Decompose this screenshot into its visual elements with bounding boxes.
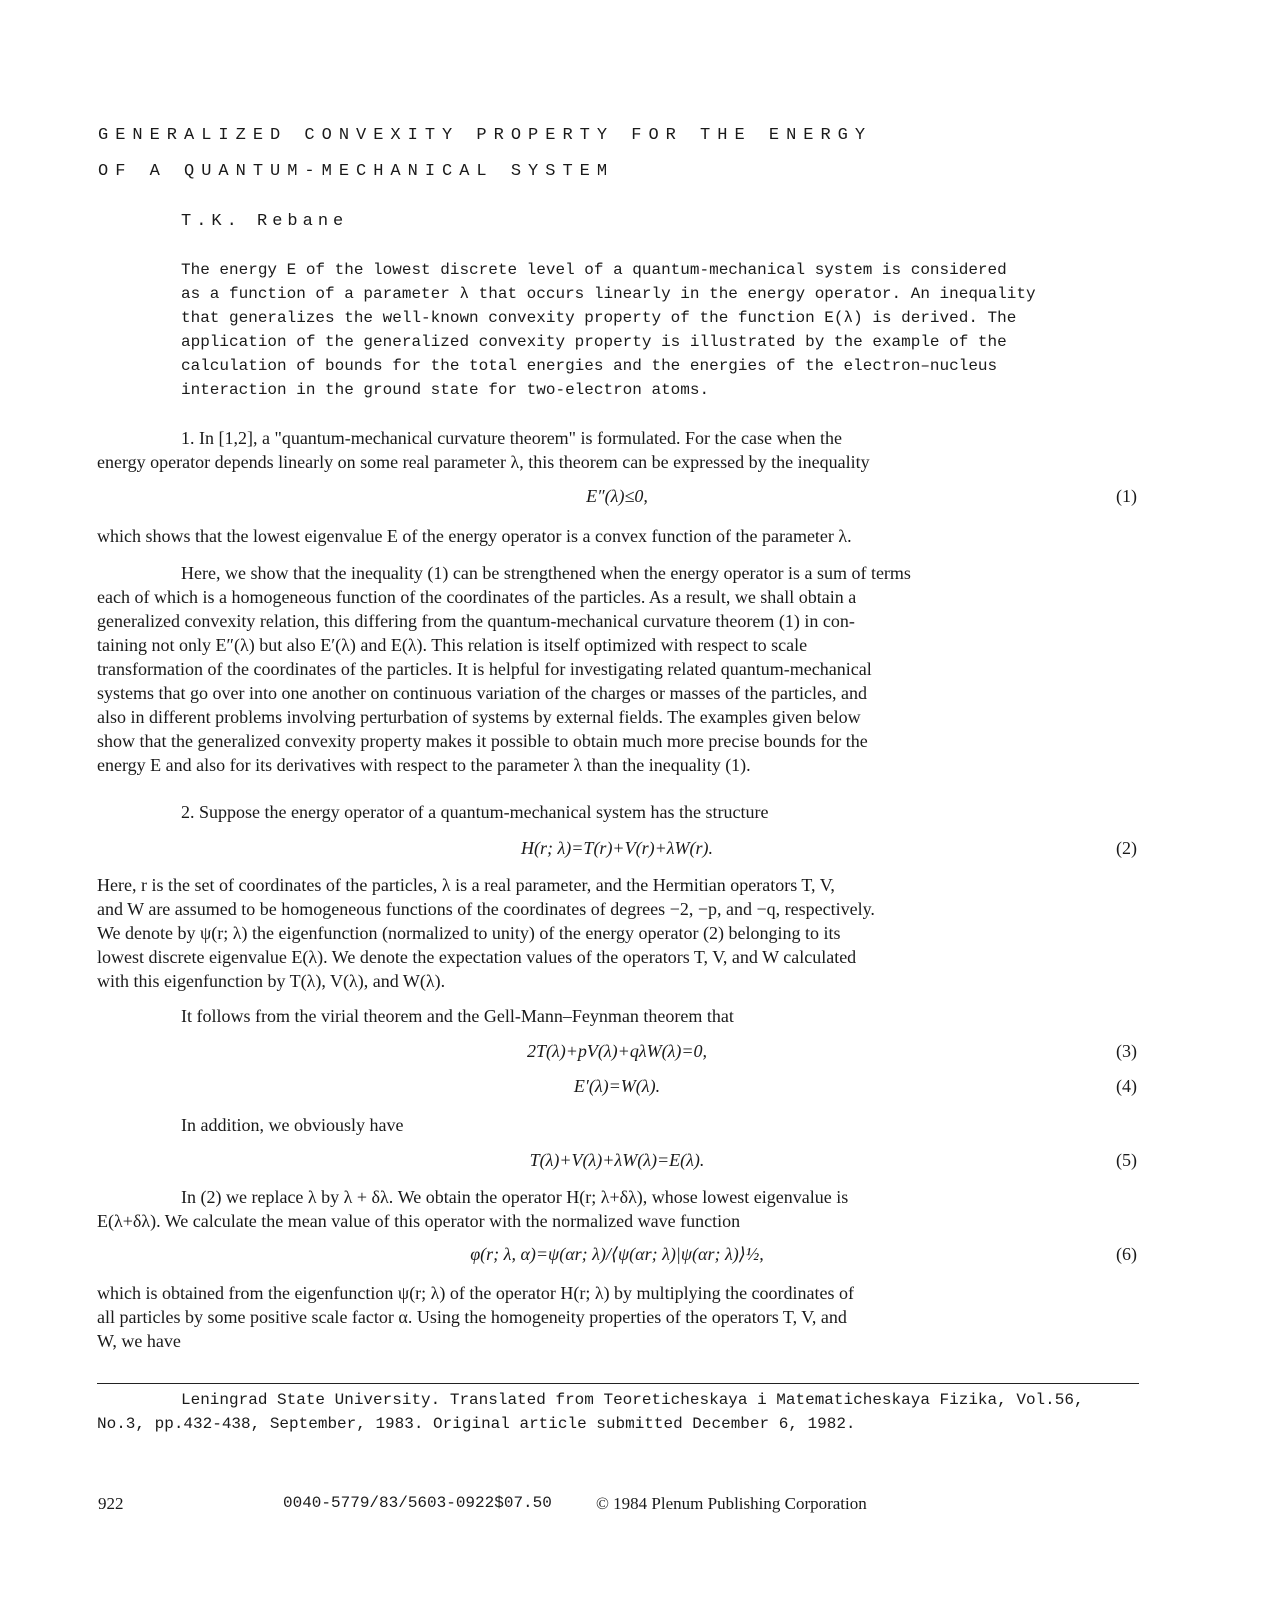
equation-expression: T(λ)+V(λ)+λW(λ)=E(λ). (529, 1150, 705, 1170)
text-line: taining not only E″(λ) but also E′(λ) and E(λ). This relation is itself optimized with respect to scale (97, 635, 808, 655)
footnote-line: No.3, pp.432-438, September, 1983. Original article submitted December 6, 1982. (97, 1415, 856, 1433)
section1-paragraph2 (97, 561, 1137, 777)
text-line: show that the generalized convexity property makes it possible to obtain much more precise bounds for the (97, 731, 868, 751)
text-line: 2. Suppose the energy operator of a quantum-mechanical system has the structure (181, 802, 769, 822)
text-line: generalized convexity relation, this differing from the quantum-mechanical curvature theorem (1) in con- (97, 611, 855, 631)
abstract-line: calculation of bounds for the total energies and the energies of the electron–nucleus (181, 357, 998, 375)
equation-expression: E′(λ)=W(λ). (573, 1076, 661, 1096)
equation-number: (4) (1116, 1076, 1137, 1096)
text-line: also in different problems involving perturbation of systems by external fields. The examples given below (97, 707, 861, 727)
text-line: In (2) we replace λ by λ + δλ. We obtain the operator H(r; λ+δλ), whose lowest eigenvalue is (181, 1187, 849, 1207)
section2-paragraph1 (97, 800, 1137, 824)
equation-4 (97, 1076, 1137, 1102)
equation-2 (97, 838, 1137, 864)
text-line: which shows that the lowest eigenvalue E of the energy operator is a convex function of the parameter λ. (97, 526, 852, 546)
equation-number: (2) (1116, 838, 1137, 858)
text-line: 1. In [1,2], a "quantum-mechanical curvature theorem" is formulated. For the case when the (181, 428, 842, 448)
abstract (181, 258, 1041, 402)
abstract-line: The energy E of the lowest discrete level of a quantum-mechanical system is considered (181, 261, 1007, 279)
abstract-line: application of the generalized convexity property is illustrated by the example of the (181, 333, 1007, 351)
equation-1 (97, 486, 1137, 512)
section2-paragraph3 (97, 1004, 1137, 1028)
equation-expression: E″(λ)≤0, (586, 486, 648, 506)
text-line: Here, we show that the inequality (1) can be strengthened when the energy operator is a sum of terms (181, 563, 911, 583)
equation-expression: φ(r; λ, α)=ψ(αr; λ)/⟨ψ(αr; λ)|ψ(αr; λ)⟩½, (470, 1244, 764, 1264)
text-line: which is obtained from the eigenfunction ψ(r; λ) of the operator H(r; λ) by multiplying the coordinates of (97, 1283, 855, 1303)
equation-3 (97, 1041, 1137, 1067)
equation-expression: 2T(λ)+pV(λ)+qλW(λ)=0, (526, 1041, 708, 1061)
section2-paragraph5 (97, 1185, 1137, 1233)
abstract-line: interaction in the ground state for two-electron atoms. (181, 381, 710, 399)
section1-paragraph1 (97, 426, 1137, 474)
article-code: 0040-5779/83/5603-0922$07.50 (283, 1494, 552, 1512)
equation-5 (97, 1150, 1137, 1176)
footnote-divider (97, 1383, 1139, 1384)
equation-number: (1) (1116, 486, 1137, 506)
section2-paragraph6 (97, 1281, 1137, 1353)
equation-6 (97, 1244, 1137, 1270)
title-line-1: GENERALIZED CONVEXITY PROPERTY FOR THE ENERGY (98, 126, 873, 145)
text-line: systems that go over into one another on continuous variation of the charges or masses of the particles, and (97, 683, 867, 703)
author: T.K. Rebane (181, 212, 349, 231)
section2-paragraph2 (97, 873, 1137, 993)
equation-expression: H(r; λ)=T(r)+V(r)+λW(r). (521, 838, 713, 858)
text-line: It follows from the virial theorem and the Gell-Mann–Feynman theorem that (181, 1006, 734, 1026)
copyright-notice: © 1984 Plenum Publishing Corporation (596, 1494, 867, 1513)
footnote (97, 1388, 1137, 1436)
text-line: energy E and also for its derivatives with respect to the parameter λ than the inequality (1). (97, 755, 751, 775)
text-line: and W are assumed to be homogeneous functions of the coordinates of degrees −2, −p, and −q, respectively. (97, 899, 875, 919)
equation-number: (5) (1116, 1150, 1137, 1170)
footnote-line: Leningrad State University. Translated from Teoreticheskaya i Matematicheskaya Fizika, Vol.56, (181, 1391, 1084, 1409)
text-line: We denote by ψ(r; λ) the eigenfunction (normalized to unity) of the energy operator (2) belonging to its (97, 923, 841, 943)
abstract-line: that generalizes the well-known convexity property of the function E(λ) is derived. The (181, 309, 1017, 327)
text-line: with this eigenfunction by T(λ), V(λ), and W(λ). (97, 971, 446, 991)
section2-paragraph4 (97, 1113, 1137, 1137)
page-number: 922 (98, 1494, 124, 1513)
text-line: Here, r is the set of coordinates of the particles, λ is a real parameter, and the Hermitian operators T, V, (97, 875, 835, 895)
text-line: In addition, we obviously have (181, 1115, 404, 1135)
equation-number: (6) (1116, 1244, 1137, 1264)
text-line: lowest discrete eigenvalue E(λ). We denote the expectation values of the operators T, V, and W calculated (97, 947, 857, 967)
text-line: E(λ+δλ). We calculate the mean value of this operator with the normalized wave function (97, 1211, 741, 1231)
text-line: all particles by some positive scale factor α. Using the homogeneity properties of the operators T, V, and (97, 1307, 847, 1327)
text-line: transformation of the coordinates of the particles. It is helpful for investigating related quantum-mechanical (97, 659, 872, 679)
text-line: energy operator depends linearly on some real parameter λ, this theorem can be expressed by the inequality (97, 452, 870, 472)
section1-after-eq1 (97, 524, 1137, 548)
abstract-line: as a function of a parameter λ that occurs linearly in the energy operator. An inequality (181, 285, 1036, 303)
title-line-2: OF A QUANTUM-MECHANICAL SYSTEM (98, 162, 615, 181)
text-line: W, we have (97, 1331, 181, 1351)
equation-number: (3) (1116, 1041, 1137, 1061)
text-line: each of which is a homogeneous function of the coordinates of the particles. As a result, we shall obtain a (97, 587, 857, 607)
